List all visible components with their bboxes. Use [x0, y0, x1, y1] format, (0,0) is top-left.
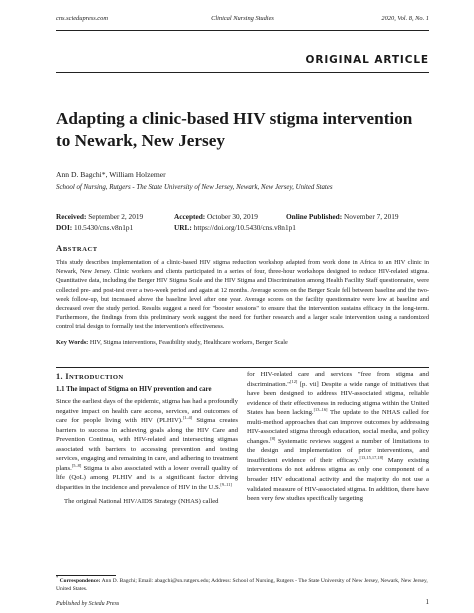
- journal-name: Clinical Nursing Studies: [211, 15, 274, 22]
- footnote-rule: [56, 575, 116, 576]
- keywords: Key Words: HIV, Stigma interventions, Feasibility study, Healthcare workers, Berger Scale: [56, 338, 288, 346]
- abstract-heading: ABSTRACT: [56, 243, 98, 253]
- page-number: 1: [425, 598, 429, 606]
- abstract-rule: [56, 367, 429, 368]
- publisher-footer: Published by Sciedu Press: [56, 601, 120, 607]
- header-rule: [56, 30, 429, 31]
- volume-issue: 2020, Vol. 8, No. 1: [381, 15, 429, 22]
- accepted-date: Accepted: October 30, 2019: [174, 212, 258, 221]
- article-type-label: ORIGINAL ARTICLE: [305, 54, 429, 66]
- intro-paragraph-1: Since the earliest days of the epidemic, stigma has had a profoundly negative impact on health care access, services, and outcomes of care for people living with HIV (PLHIV).[1–4] Stigma creates barriers to success in achieving goals along the HIV Care and Prevention Continua, with HIV-related and intersecting stigmas associated with barriers to accessing prevention and testing services, engaging and remaining in care, and adhering to treatment plans.[5–8] Stigma is also associated with a lower overall quality of life (QoL) among PLHIV and is a significant factor driving disparities in the incidence and prevalence of HIV in the U.S.[9–11]: [56, 398, 239, 492]
- correspondence-footnote: * Correspondence: Ann D. Bagchi; Email: abagchi@sn.rutgers.edu; Address: School of Nursing, Rutgers - The State University of New Jersey, Newark, New Jersey, United States.: [56, 575, 428, 592]
- affiliation: School of Nursing, Rutgers - The State University of New Jersey, Newark, New Jersey, United States: [56, 184, 333, 191]
- abstract-text: This study describes implementation of a clinic-based HIV stigma reduction workshop adapted from work done in Africa to an HIV clinic in Newark, New Jersey. Clinic workers and clients participated in a series of four, three-hour workshops designed to reduce HIV-related stigma. Quantitative data, including the Berger HIV Stigma Scale and the HIV Stigma and Discrimination among Health Facility Staff questionnaire, were collected pre- and post-test over a two-week period and again at 12 months. Average scores on the Berger Scale fell between baseline and the two-week follow-up, but increased above the baseline level after one year. Average scores on the facility questionnaire were low at baseline and decreased over the study period. Results suggest a need for "booster sessions" to ensure that the intervention sustains efficacy in the long-term. Furthermore, the findings from this preliminary work suggest the need for further research and a larger scale intervention using a randomized control trial design to formally test the intervention's effectiveness.: [56, 259, 429, 331]
- abstract: [56, 243, 429, 347]
- subsection-heading: 1.1 The impact of Stigma on HIV prevention and care: [56, 385, 212, 393]
- intro-paragraph-2: The original National HIV/AIDS Strategy (NHAS) called: [64, 497, 219, 505]
- right-column: [247, 370, 429, 508]
- online-published-date: Online Published: November 7, 2019: [286, 212, 399, 221]
- article-title: Adapting a clinic-based HIV stigma intervention to Newark, New Jersey: [56, 109, 413, 150]
- left-column: [56, 372, 238, 510]
- running-head: [56, 15, 429, 27]
- authors: Ann D. Bagchi*, William Holzemer: [56, 170, 166, 179]
- article-type-rule: [56, 72, 429, 73]
- received-date: Received: September 2, 2019: [56, 212, 144, 221]
- doi: DOI: 10.5430/cns.v8n1p1: [56, 223, 134, 232]
- section-heading-introduction: 1. INTRODUCTION: [56, 372, 124, 381]
- journal-url: cns.sciedupress.com: [56, 15, 108, 22]
- intro-paragraph-continued: for HIV-related care and services "free from stigma and discrimination."[12] [p. vii] Despite a wide range of initiatives that have been designed to address HIV-associated stigma, reliable evidence of their effectiveness in reducing stigma within the United States has been lacking.[13–16] The update to the NHAS called for multi-method approaches that can improve outcomes by addressing HIV-associated stigma through education, social media, and policy changes.[8] Systematic reviews suggest a number of limitations to the design and implementation of prior interventions, and insufficient evidence of their efficacy.[13,15,17,18] Many existing interventions do not address stigma as only one component of a broader HIV educational activity and the majority do not use a validated measure of HIV-associated stigma. In addition, there have been very few studies specifically targeting: [247, 371, 430, 503]
- doi-url[interactable]: URL: https://doi.org/10.5430/cns.v8n1p1: [174, 223, 296, 232]
